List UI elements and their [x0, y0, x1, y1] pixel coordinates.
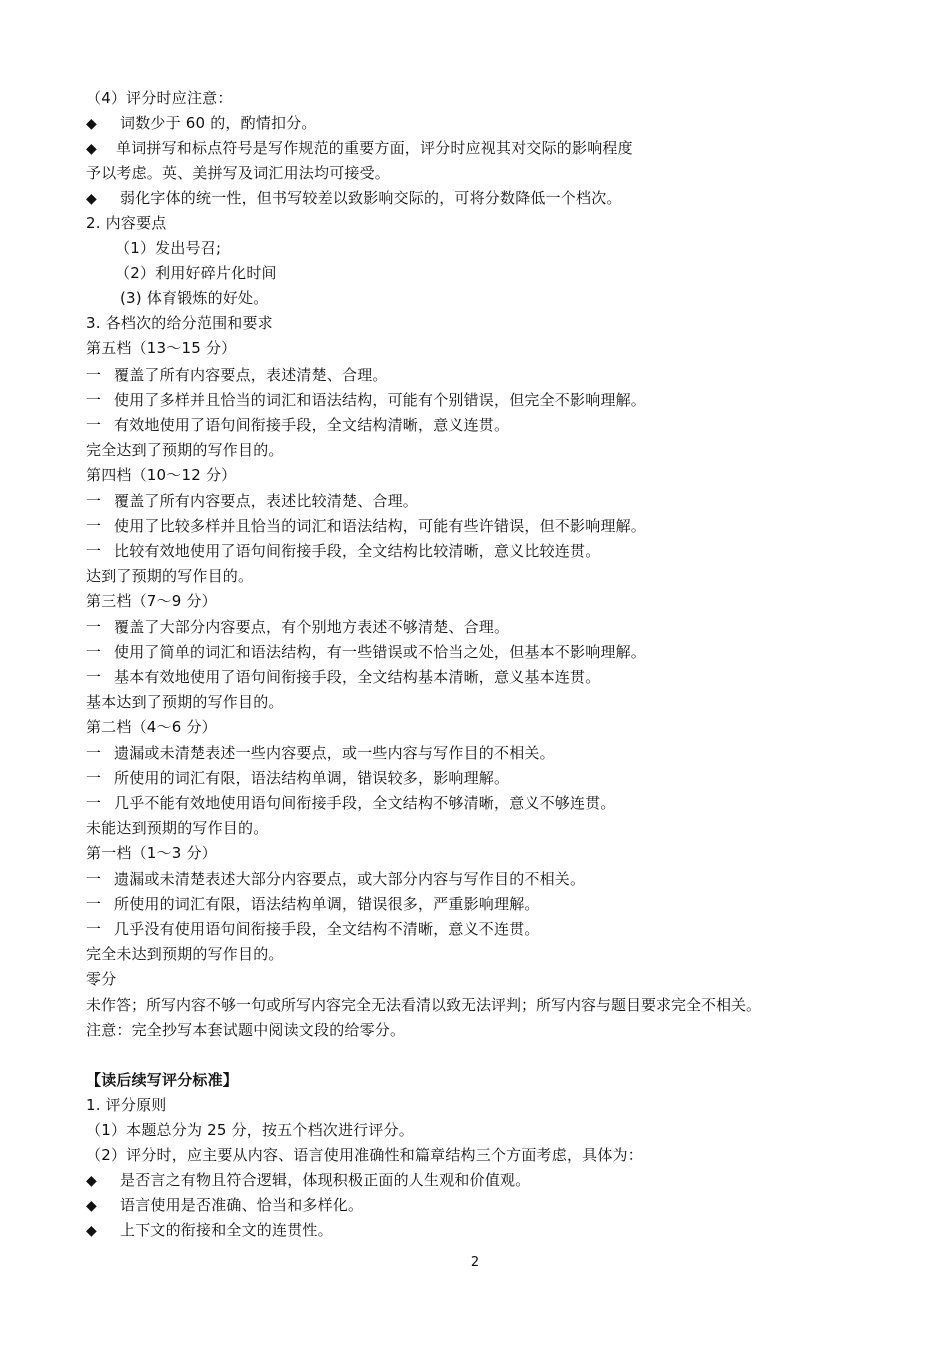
bullet-icon: ◆ [86, 1173, 97, 1189]
dash-icon: 一 [86, 744, 102, 762]
bullet-item: ◆ 弱化字体的统一性，但书写较差以致影响交际的，可将分数降低一个档次。 [86, 189, 622, 207]
criteria-item: 一 比较有效地使用了语句间衔接手段，全文结构比较清晰，意义比较连贯。 [86, 542, 601, 560]
level-title: 第二档（4～6 分） [86, 718, 217, 736]
zero-note: 注意：完全抄写本套试题中阅读文段的给零分。 [86, 1021, 406, 1039]
bullet-icon: ◆ [86, 141, 97, 157]
criteria-item: 一 使用了多样并且恰当的词汇和语法结构，可能有个别错误，但完全不影响理解。 [86, 391, 647, 409]
dash-icon: 一 [86, 618, 102, 636]
bullet-icon: ◆ [86, 1223, 97, 1239]
criteria-item: 一 所使用的词汇有限，语法结构单调，错误较多，影响理解。 [86, 769, 510, 787]
dash-icon: 一 [86, 416, 102, 434]
dash-icon: 一 [86, 895, 102, 913]
bullet-item: ◆ 上下文的衔接和全文的连贯性。 [86, 1221, 333, 1239]
criteria-item: 一 有效地使用了语句间衔接手段，全文结构清晰，意义连贯。 [86, 416, 510, 434]
bullet-item: ◆ 单词拼写和标点符号是写作规范的重要方面，评分时应视其对交际的影响程度 [86, 139, 633, 157]
bullet-item: ◆ 词数少于 60 的，酌情扣分。 [86, 114, 317, 132]
level-summary: 未能达到预期的写作目的。 [86, 819, 269, 837]
criteria-item: 一 几乎没有使用语句间衔接手段，全文结构不清晰，意义不连贯。 [86, 920, 540, 938]
levels-heading: 3. 各档次的给分范围和要求 [86, 314, 273, 332]
dash-icon: 一 [86, 492, 102, 510]
dash-icon: 一 [86, 517, 102, 535]
dash-icon: 一 [86, 643, 102, 661]
content-point: (3) 体育锻炼的好处。 [120, 289, 269, 307]
level-summary: 完全达到了预期的写作目的。 [86, 441, 284, 459]
criteria-item: 一 使用了简单的词汇和语法结构，有一些错误或不恰当之处，但基本不影响理解。 [86, 643, 647, 661]
content-point: （2）利用好碎片化时间 [115, 264, 277, 282]
level-summary: 完全未达到预期的写作目的。 [86, 945, 284, 963]
level-title: 第三档（7～9 分） [86, 592, 217, 610]
criteria-item: 一 使用了比较多样并且恰当的词汇和语法结构，可能有些许错误，但不影响理解。 [86, 517, 647, 535]
bullet-icon: ◆ [86, 116, 97, 132]
bullet-icon: ◆ [86, 191, 97, 207]
criteria-item: 一 覆盖了所有内容要点，表述清楚、合理。 [86, 366, 388, 384]
dash-icon: 一 [86, 668, 102, 686]
criteria-item: 一 基本有效地使用了语句间衔接手段，全文结构基本清晰，意义基本连贯。 [86, 668, 601, 686]
level-summary: 达到了预期的写作目的。 [86, 567, 254, 585]
criteria-item: 一 遗漏或未清楚表述一些内容要点，或一些内容与写作目的不相关。 [86, 744, 555, 762]
criteria-item: 一 几乎不能有效地使用语句间衔接手段，全文结构不够清晰，意义不够连贯。 [86, 794, 616, 812]
dash-icon: 一 [86, 769, 102, 787]
criteria-item: 一 遗漏或未清楚表述大部分内容要点，或大部分内容与写作目的不相关。 [86, 870, 586, 888]
dash-icon: 一 [86, 391, 102, 409]
level-title: 第一档（1～3 分） [86, 844, 217, 862]
dash-icon: 一 [86, 366, 102, 384]
principle-title: 1. 评分原则 [86, 1096, 167, 1114]
scoring-notes-heading: （4）评分时应注意： [86, 89, 233, 107]
continuation-heading: 【读后续写评分标准】 [86, 1071, 239, 1089]
level-summary: 基本达到了预期的写作目的。 [86, 693, 284, 711]
principle-item: （2）评分时，应主要从内容、语言使用准确性和篇章结构三个方面考虑，具体为： [86, 1146, 643, 1164]
zero-title: 零分 [86, 970, 117, 988]
dash-icon: 一 [86, 920, 102, 938]
principle-item: （1）本题总分为 25 分，按五个档次进行评分。 [86, 1121, 414, 1139]
dash-icon: 一 [86, 794, 102, 812]
page-number: 2 [470, 1255, 480, 1270]
criteria-item: 一 所使用的词汇有限，语法结构单调，错误很多，严重影响理解。 [86, 895, 540, 913]
content-point: （1）发出号召; [115, 239, 222, 257]
continued-text: 予以考虑。英、美拼写及词汇用法均可接受。 [86, 164, 391, 182]
zero-text: 未作答；所写内容不够一句或所写内容完全无法看清以致无法评判；所写内容与题目要求完全不相关。 [86, 996, 762, 1014]
bullet-item: ◆ 语言使用是否准确、恰当和多样化。 [86, 1196, 364, 1214]
criteria-item: 一 覆盖了所有内容要点，表述比较清楚、合理。 [86, 492, 419, 510]
bullet-item: ◆ 是否言之有物且符合逻辑，体现积极正面的人生观和价值观。 [86, 1171, 531, 1189]
bullet-icon: ◆ [86, 1198, 97, 1214]
level-title: 第四档（10～12 分） [86, 466, 237, 484]
level-title: 第五档（13～15 分） [86, 339, 237, 357]
dash-icon: 一 [86, 542, 102, 560]
content-points-heading: 2. 内容要点 [86, 214, 167, 232]
dash-icon: 一 [86, 870, 102, 888]
criteria-item: 一 覆盖了大部分内容要点，有个别地方表述不够清楚、合理。 [86, 618, 510, 636]
